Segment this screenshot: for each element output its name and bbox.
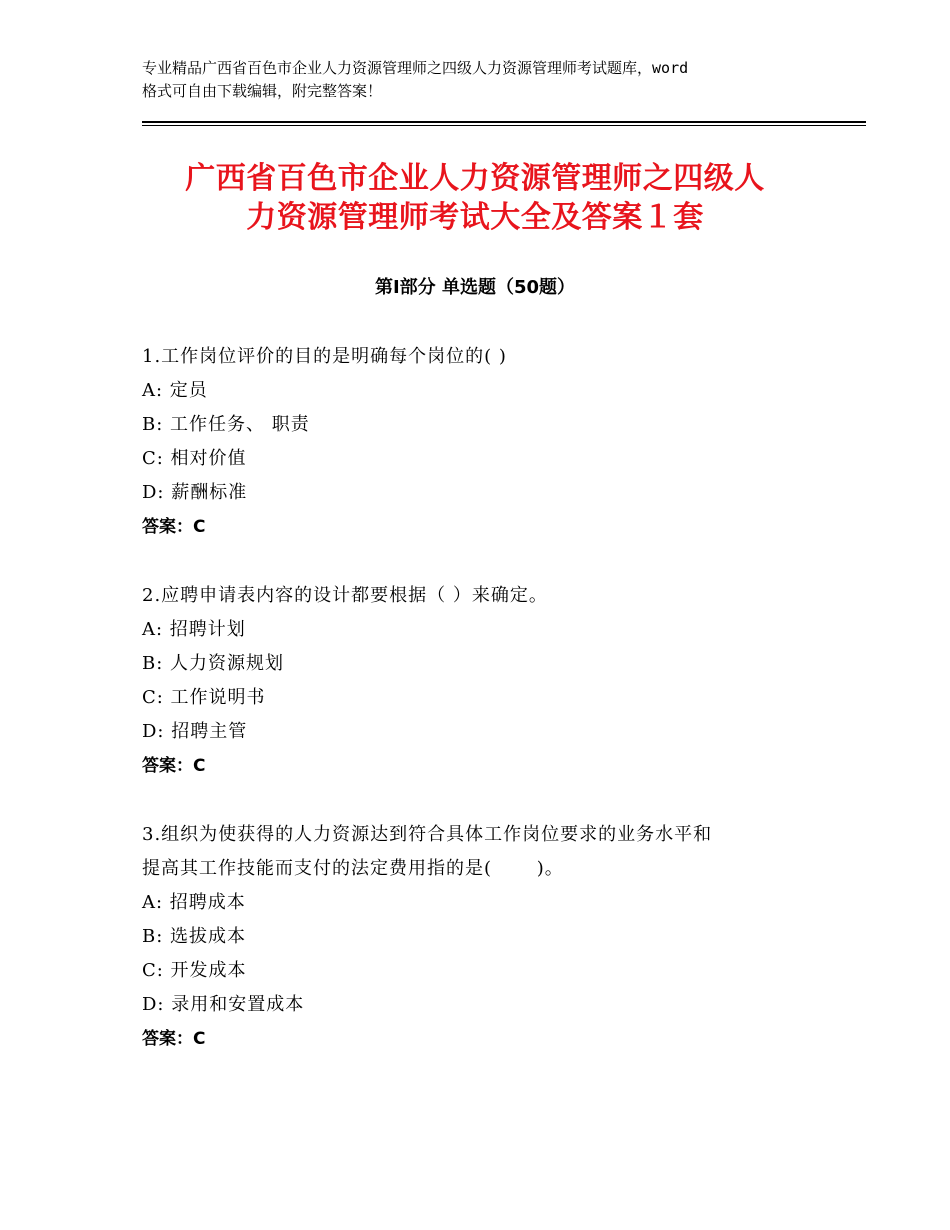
header-note (142, 57, 822, 103)
option-c: C: 相对价值 (142, 448, 247, 469)
document-title (142, 159, 808, 237)
question-3 (142, 821, 822, 1053)
option-c: C: 工作说明书 (142, 687, 266, 708)
section-title: 第Ⅰ部分 单选题（50题） (374, 277, 575, 298)
option-b: B: 人力资源规划 (142, 653, 285, 674)
answer: 答案：C (142, 756, 206, 776)
option-d: D: 录用和安置成本 (142, 994, 305, 1015)
option-d: D: 招聘主管 (142, 721, 248, 742)
question-stem-line-1: 3.组织为使获得的人力资源达到符合具体工作岗位要求的业务水平和 (142, 824, 713, 845)
option-b: B: 工作任务、 职责 (142, 414, 310, 435)
option-b: B: 选拔成本 (142, 926, 247, 947)
document-title-line-2: 力资源管理师考试大全及答案１套 (246, 200, 704, 235)
answer: 答案：C (142, 517, 206, 537)
document-title-line-1: 广西省百色市企业人力资源管理师之四级人 (185, 161, 765, 196)
option-a: A: 定员 (142, 380, 208, 401)
header-rule-thick (142, 121, 866, 123)
question-2 (142, 582, 822, 780)
option-d: D: 薪酬标准 (142, 482, 248, 503)
option-c: C: 开发成本 (142, 960, 247, 981)
question-stem: 1.工作岗位评价的目的是明确每个岗位的( ) (142, 346, 507, 367)
header-note-line-2: 格式可自由下载编辑，附完整答案！ (142, 82, 383, 100)
answer: 答案：C (142, 1029, 206, 1049)
option-a: A: 招聘成本 (142, 892, 246, 913)
question-1 (142, 343, 822, 541)
question-stem-line-2: 提高其工作技能而支付的法定费用指的是( )。 (142, 858, 564, 879)
header-note-line-1: 专业精品广西省百色市企业人力资源管理师之四级人力资源管理师考试题库，word (142, 59, 689, 77)
header-rule-thin (142, 125, 866, 126)
option-a: A: 招聘计划 (142, 619, 246, 640)
question-stem: 2.应聘申请表内容的设计都要根据（ ）来确定。 (142, 585, 548, 606)
